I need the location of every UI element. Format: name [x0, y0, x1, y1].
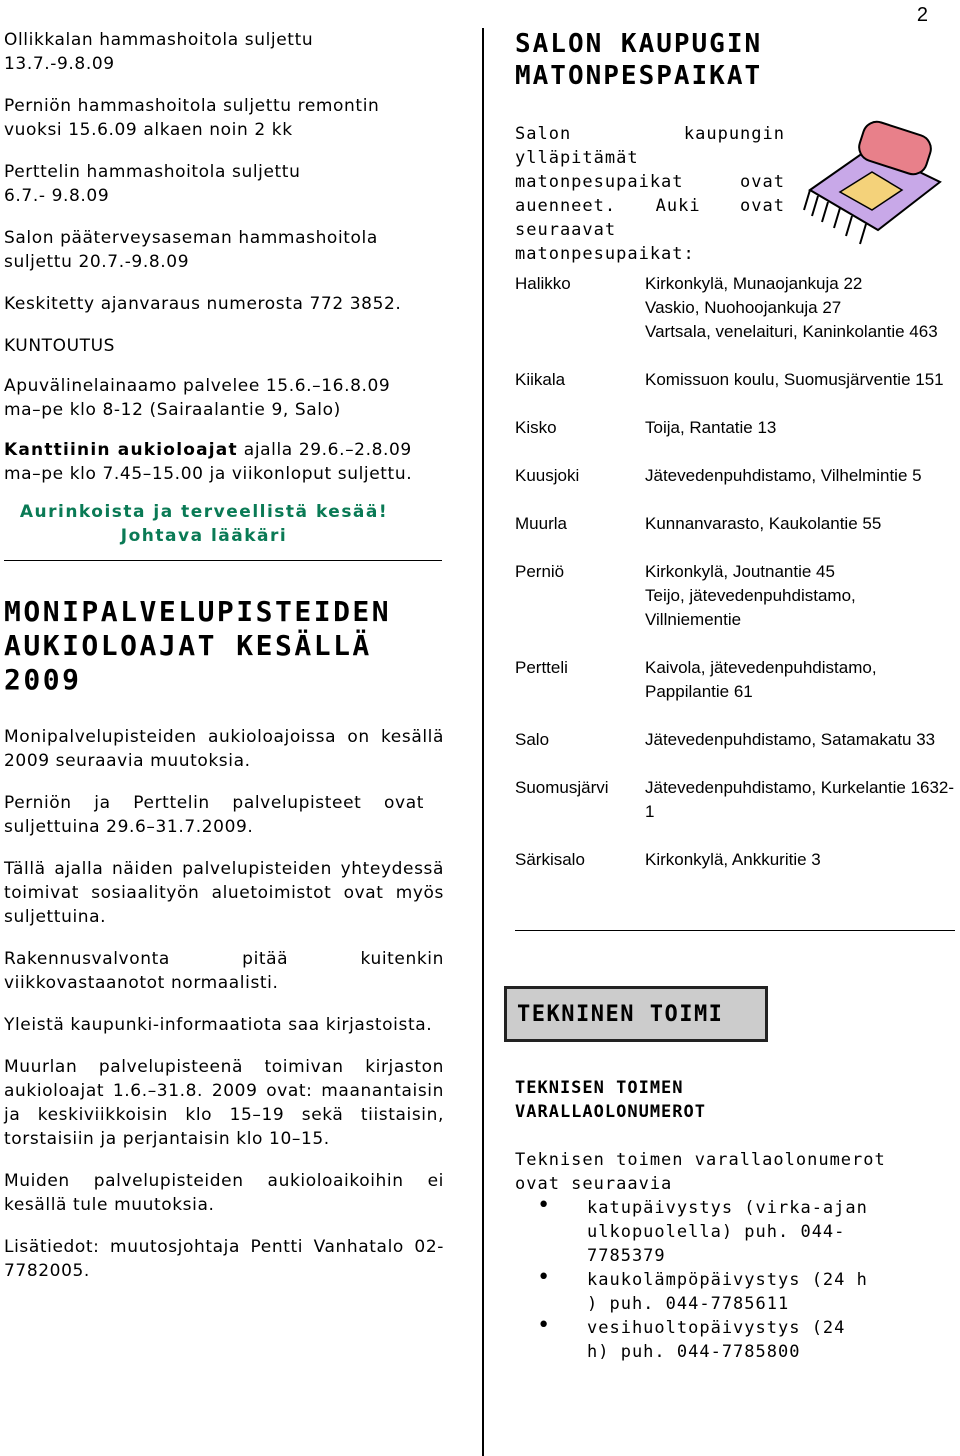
place-name: Särkisalo — [515, 850, 585, 869]
place-name: Suomusjärvi — [515, 778, 609, 797]
matonpesu-intro: Salon kaupungin ylläpitämät matonpesupaikat ovat auenneet. Auki ovat seuraavat matonpesupaikat: — [515, 124, 785, 264]
place-address — [645, 272, 955, 344]
address-line: Kirkonkylä, Munaojankuja 22 — [645, 274, 863, 293]
monipalvelu-heading: MONIPALVELUPISTEIDEN AUKIOLOAJAT KESÄLLÄ 2009 — [4, 595, 392, 696]
place-address — [645, 728, 955, 752]
address-line: Kaivola, jätevedenpuhdistamo, Pappilantie 61 — [645, 658, 877, 701]
address-line: Kirkonkylä, Joutnantie 45 — [645, 562, 835, 581]
place-name: Muurla — [515, 514, 567, 533]
address-line: Jätevedenpuhdistamo, Kurkelantie 1632-1 — [645, 778, 955, 821]
place-row — [515, 416, 955, 440]
moni-p3: Tällä ajalla näiden palvelupisteiden yhteydessä toimivat sosiaalityön aluetoimistot ovat myös suljettuina. — [4, 859, 444, 927]
tech-section — [515, 1076, 955, 1364]
place-row — [515, 272, 955, 344]
place-row — [515, 464, 955, 488]
address-line: Jätevedenpuhdistamo, Vilhelmintie 5 — [645, 466, 922, 485]
place-name: Perniö — [515, 562, 565, 581]
apuvaline-line2: ma–pe klo 8-12 (Sairaalantie 9, Salo) — [4, 400, 341, 420]
apuvaline-info — [4, 374, 444, 422]
tekninen-toimi-label: TEKNINEN TOIMI — [517, 1002, 724, 1027]
signature: Johtava lääkäri — [120, 526, 288, 546]
kanttiini-info — [4, 438, 444, 486]
column-divider — [482, 28, 484, 1456]
notice-ollikkala: Ollikkalan hammashoitola suljettu 13.7.-9.8.09 — [4, 30, 314, 74]
moni-p1: Monipalvelupisteiden aukioloajoissa on kesällä 2009 seuraavia muutoksia. — [4, 727, 444, 771]
right-divider-line — [515, 930, 955, 931]
moni-p8: Lisätiedot: muutosjohtaja Pentti Vanhatalo 02-7782005. — [4, 1237, 444, 1281]
place-name: Pertteli — [515, 658, 568, 677]
rug-illustration — [800, 120, 950, 250]
kanttiini-hours: ma–pe klo 7.45–15.00 ja viikonloput suljettu. — [4, 464, 413, 484]
left-column — [4, 28, 444, 1301]
place-address — [645, 560, 955, 632]
kanttiini-dates: ajalla 29.6.–2.8.09 — [237, 440, 412, 460]
kanttiini-bold: Kanttiinin aukioloajat — [4, 440, 238, 460]
address-line: Kirkonkylä, Ankkuritie 3 — [645, 850, 821, 869]
place-row — [515, 560, 955, 632]
place-row — [515, 368, 955, 392]
notice-pertteli: Perttelin hammashoitola suljettu 6.7.- 9.8.09 — [4, 162, 301, 206]
moni-p4: Rakennusvalvonta pitää kuitenkin viikkovastaanotot normaalisti. — [4, 949, 444, 993]
apuvaline-line1: Apuvälinelainaamo palvelee 15.6.–16.8.09 — [4, 376, 391, 396]
moni-p6: Muurlan palvelupisteenä toimivan kirjaston aukioloajat 1.6.–31.8. 2009 ovat: maanantaisin ja keskiviikkoisin klo 15–19 sekä tiistaisin, torstaisiin ja perjantaisin klo 10–15. — [4, 1057, 444, 1149]
matonpesu-heading: SALON KAUPUGIN MATONPESPAIKAT — [515, 29, 763, 91]
greeting-text: Aurinkoista ja terveellistä kesää! — [19, 502, 389, 522]
address-line: Vaskio, Nuohoojankuja 27 — [645, 298, 842, 317]
place-row — [515, 848, 955, 872]
place-row — [515, 728, 955, 752]
place-name: Kiikala — [515, 370, 566, 389]
greeting-block — [4, 500, 404, 548]
moni-p7: Muiden palvelupisteiden aukioloaikoihin ei kesällä tule muutoksia. — [4, 1171, 444, 1215]
notice-ajanvaraus: Keskitetty ajanvaraus numerosta 772 3852. — [4, 294, 402, 314]
divider-line — [4, 560, 442, 561]
address-line: Villniementie — [645, 610, 742, 629]
moni-p2: Perniön ja Perttelin palvelupisteet ovat suljettuina 29.6–31.7.2009. — [4, 793, 424, 837]
place-name: Salo — [515, 730, 550, 749]
place-name: Kisko — [515, 418, 557, 437]
places-table — [515, 272, 955, 896]
place-address — [645, 776, 955, 824]
tech-heading: TEKNISEN TOIMEN VARALLAOLONUMEROT — [515, 1078, 706, 1122]
place-row — [515, 776, 955, 824]
tech-item: • vesihuoltopäivystys (24 h) puh. 044-7785800 — [587, 1316, 867, 1364]
page-number: 2 — [916, 4, 928, 26]
address-line: Toija, Rantatie 13 — [645, 418, 777, 437]
notice-salo: Salon pääterveysaseman hammashoitola suljettu 20.7.-9.8.09 — [4, 228, 378, 272]
place-address — [645, 464, 955, 488]
place-address — [645, 848, 955, 872]
place-address — [645, 656, 955, 704]
tekninen-toimi-box — [504, 986, 768, 1042]
address-line: Jätevedenpuhdistamo, Satamakatu 33 — [645, 730, 936, 749]
address-line: Komissuon koulu, Suomusjärventie 151 — [645, 370, 944, 389]
address-line: Teijo, jätevedenpuhdistamo, — [645, 586, 856, 605]
place-address — [645, 512, 955, 536]
moni-p5: Yleistä kaupunki-informaatiota saa kirjastoista. — [4, 1015, 433, 1035]
tech-list — [515, 1196, 955, 1364]
place-address — [645, 416, 955, 440]
tech-item: • kaukolämpöpäivystys (24 h ) puh. 044-7785611 — [587, 1268, 887, 1316]
place-name: Halikko — [515, 274, 571, 293]
address-line: Kunnanvarasto, Kaukolantie 55 — [645, 514, 882, 533]
place-name: Kuusjoki — [515, 466, 580, 485]
place-address — [645, 368, 955, 392]
notice-pernio: Perniön hammashoitola suljettu remontin vuoksi 15.6.09 alkaen noin 2 kk — [4, 96, 380, 140]
place-row — [515, 512, 955, 536]
tech-intro: Teknisen toimen varallaolonumerot ovat seuraavia — [515, 1150, 886, 1194]
tech-item: • katupäivystys (virka-ajan ulkopuolella) puh. 044-7785379 — [587, 1196, 917, 1268]
place-row — [515, 656, 955, 704]
address-line: Vartsala, venelaituri, Kaninkolantie 463 — [645, 322, 938, 341]
kuntoutus-heading: KUNTOUTUS — [4, 336, 116, 356]
